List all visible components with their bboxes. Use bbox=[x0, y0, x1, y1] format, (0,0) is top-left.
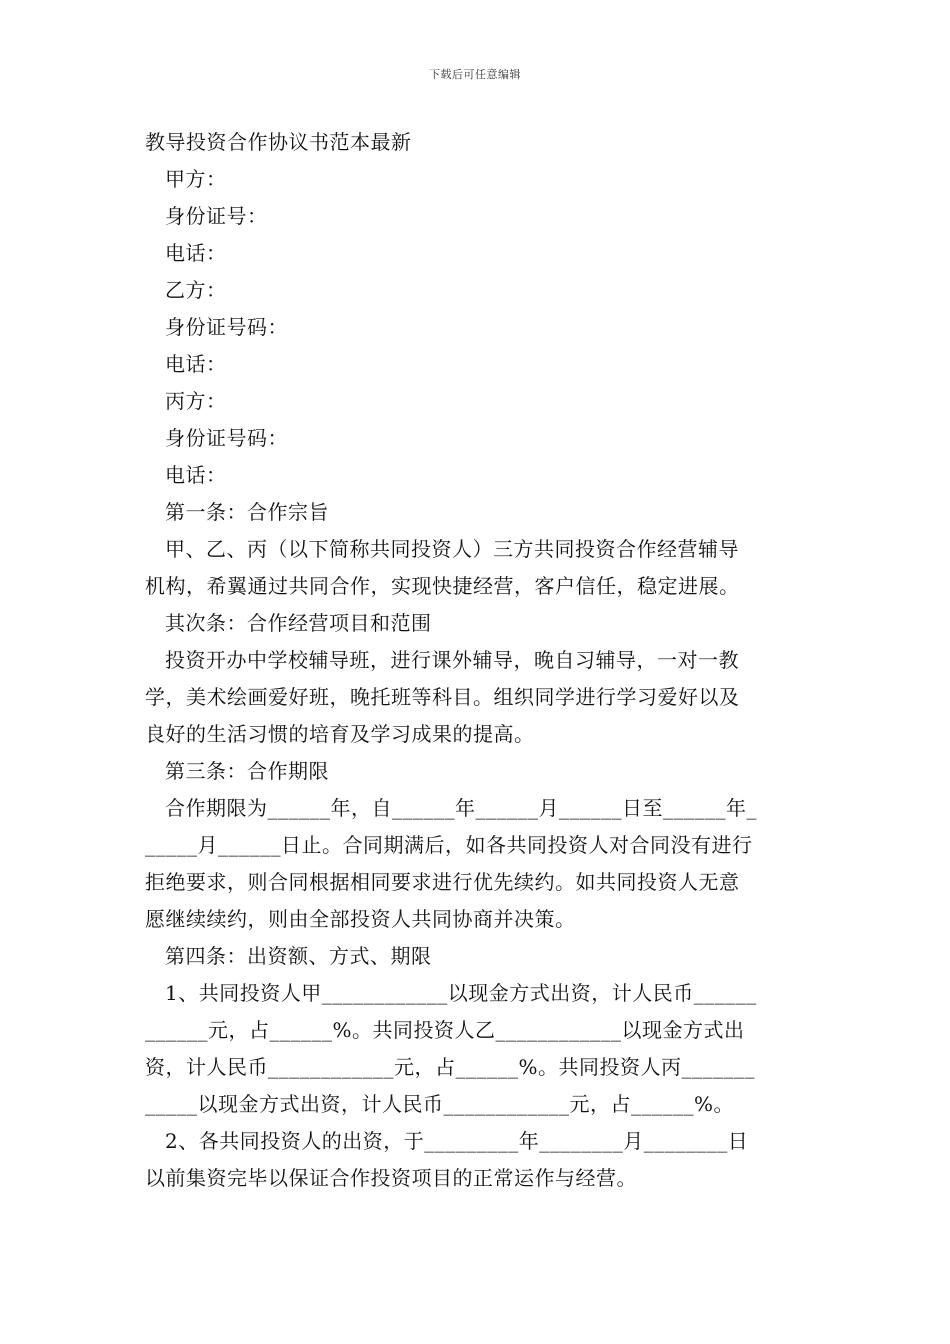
article-4-text-line: 以前集资完毕以保证合作投资项目的正常运作与经营。 bbox=[145, 1166, 637, 1190]
party-c-phone-label: 电话： bbox=[165, 463, 227, 487]
article-1-text-line: 机构，希翼通过共同合作，实现快捷经营，客户信任，稳定进展。 bbox=[145, 574, 740, 598]
article-3-text-line: _____月______日止。合同期满后，如各共同投资人对合同没有进行 bbox=[145, 833, 753, 857]
article-4-text-line: 2、各共同投资人的出资，于_________年________月________日 bbox=[165, 1129, 749, 1153]
document-title: 教导投资合作协议书范本最新 bbox=[145, 130, 412, 154]
article-4-text-line: 1、共同投资人甲____________以现金方式出资，计人民币______ bbox=[165, 981, 757, 1005]
article-4-heading: 第四条：出资额、方式、期限 bbox=[165, 944, 432, 968]
article-3-text-line: 愿继续续约，则由全部投资人共同协商并决策。 bbox=[145, 907, 576, 931]
article-2-text-line: 学，美术绘画爱好班，晚托班等科目。组织同学进行学习爱好以及 bbox=[145, 685, 740, 709]
party-b-label: 乙方： bbox=[165, 278, 227, 302]
article-3-text-line: 拒绝要求，则合同根据相同要求进行优先续约。如共同投资人无意 bbox=[145, 870, 740, 894]
article-2-heading: 其次条：合作经营项目和范围 bbox=[165, 611, 432, 635]
article-1-text-line: 甲、乙、丙（以下简称共同投资人）三方共同投资合作经营辅导 bbox=[165, 537, 739, 561]
party-b-id-label: 身份证号码： bbox=[165, 315, 288, 339]
party-a-phone-label: 电话： bbox=[165, 241, 227, 265]
party-a-id-label: 身份证号： bbox=[165, 204, 268, 228]
party-c-id-label: 身份证号码： bbox=[165, 426, 288, 450]
article-1-heading: 第一条：合作宗旨 bbox=[165, 500, 329, 524]
article-3-heading: 第三条：合作期限 bbox=[165, 759, 329, 783]
article-4-text-line: ______元，占______%。共同投资人乙____________以现金方式出 bbox=[145, 1018, 745, 1042]
party-c-label: 丙方： bbox=[165, 389, 227, 413]
article-2-text-line: 投资开办中学校辅导班，进行课外辅导，晚自习辅导，一对一教 bbox=[165, 648, 739, 672]
party-a-label: 甲方： bbox=[165, 167, 227, 191]
party-b-phone-label: 电话： bbox=[165, 352, 227, 376]
article-3-text-line: 合作期限为______年，自______年______月______日至______年_ bbox=[165, 796, 757, 820]
document-body bbox=[145, 124, 810, 1197]
article-4-text-line: 资，计人民币____________元，占______%。共同投资人丙_______ bbox=[145, 1055, 756, 1079]
article-4-text-line: _____以现金方式出资，计人民币____________元，占______%。 bbox=[145, 1092, 735, 1116]
article-2-text-line: 良好的生活习惯的培育及学习成果的提高。 bbox=[145, 722, 535, 746]
page-header: 下载后可任意编辑 bbox=[429, 68, 521, 81]
